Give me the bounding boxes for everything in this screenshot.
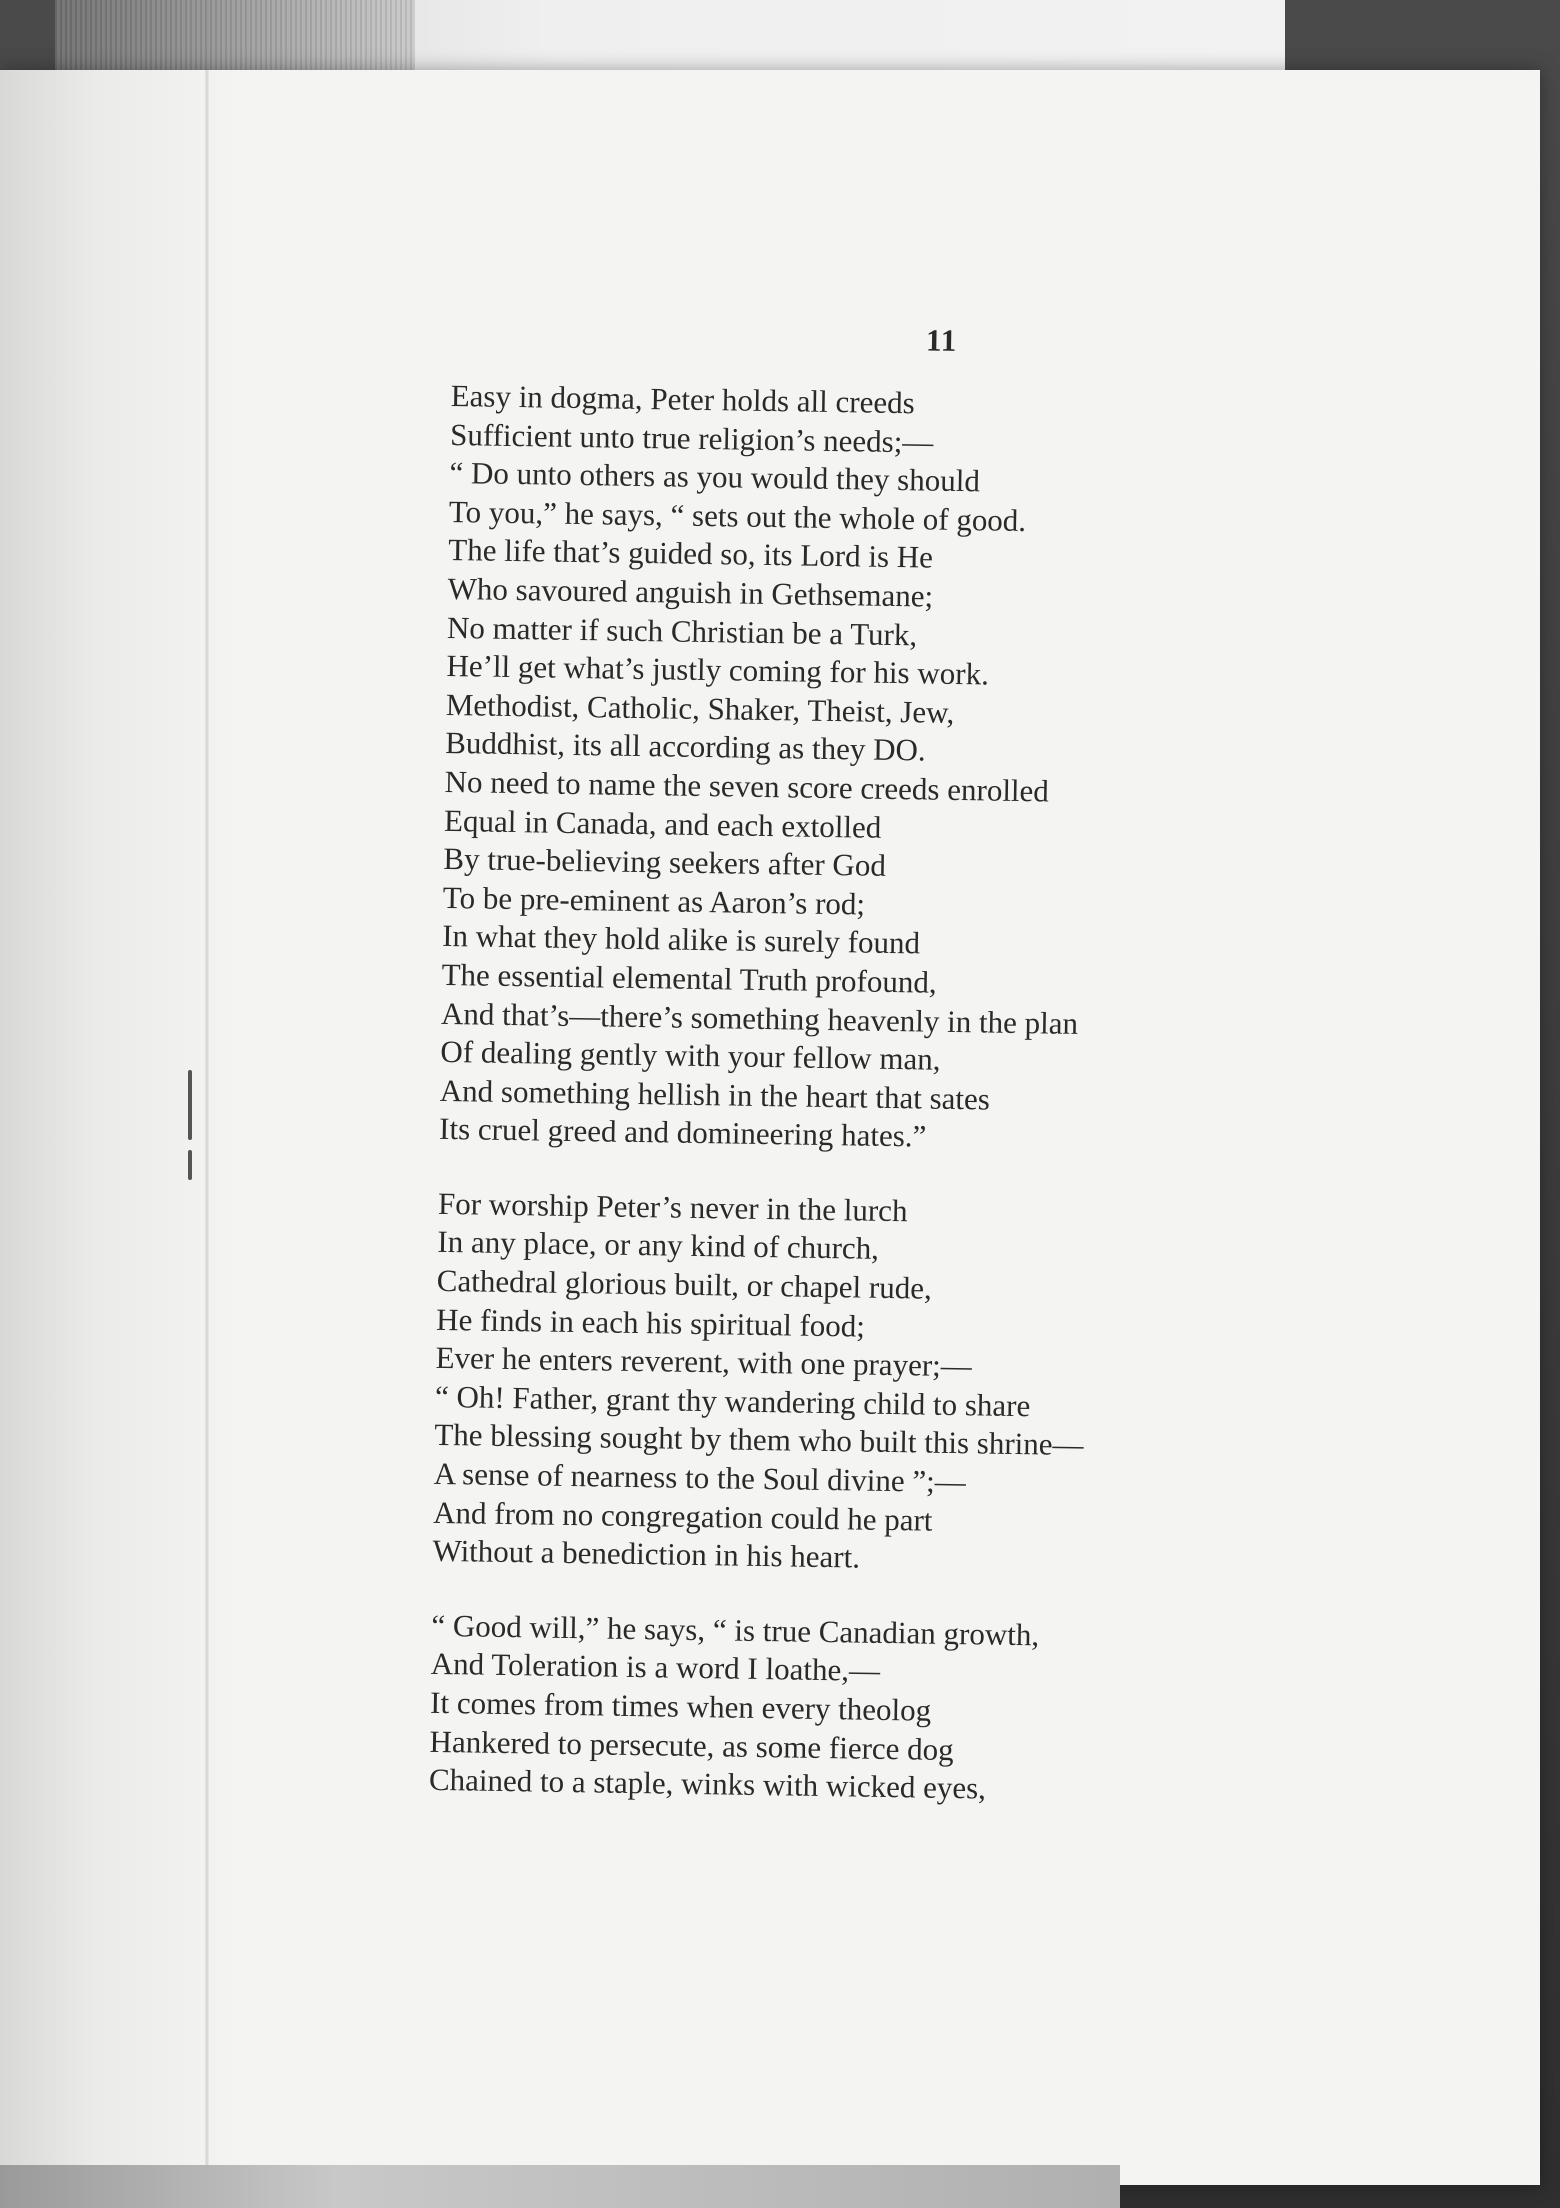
- poem-line: “ Good will,” he says, “ is true Canadian growth,: [431, 1607, 1040, 1653]
- poem-line: He’ll get what’s justly coming for his work.: [446, 648, 990, 692]
- poem-line: Equal in Canada, and each extolled: [443, 802, 882, 845]
- poem-line: “ Do unto others as you would they should: [449, 455, 981, 499]
- poem-line: For worship Peter’s never in the lurch: [437, 1185, 908, 1229]
- poem-line: In what they hold alike is surely found: [441, 918, 921, 961]
- poem-line: Its cruel greed and domineering hates.”: [438, 1111, 927, 1154]
- stanza-1: [439, 377, 1471, 1165]
- poem-line: The essential elemental Truth profound,: [441, 956, 937, 1000]
- poem-line: No need to name the seven score creeds enrolled: [444, 763, 1050, 809]
- poem-line: A sense of nearness to the Soul divine ”;—: [433, 1455, 967, 1500]
- poem-line: Methodist, Catholic, Shaker, Theist, Jew,: [445, 686, 955, 730]
- poem-line: And something hellish in the heart that sates: [439, 1072, 991, 1117]
- poem-text-block: [428, 315, 1472, 1852]
- binding-mark: [188, 1150, 192, 1180]
- poem-line: Hankered to persecute, as some fierce dog: [429, 1723, 954, 1767]
- poem-line: The life that’s guided so, its Lord is He: [448, 532, 934, 575]
- poem-line: And Toleration is a word I loathe,—: [430, 1646, 881, 1689]
- poem-line: To you,” he says, “ sets out the whole of good.: [448, 493, 1027, 538]
- poem-line: Ever he enters reverent, with one prayer;—: [435, 1340, 973, 1384]
- page-bottom-edge: [0, 2165, 1120, 2208]
- binding-mark: [188, 1070, 192, 1140]
- poem-line: Of dealing gently with your fellow man,: [440, 1034, 941, 1077]
- poem-line: “ Oh! Father, grant thy wandering child to share: [434, 1378, 1031, 1424]
- page-fold-line: [205, 70, 209, 2185]
- poem-line: And that’s—there’s something heavenly in the plan: [440, 995, 1079, 1041]
- poem-line: Cathedral glorious built, or chapel rude,: [436, 1262, 933, 1306]
- poem-line: It comes from times when every theolog: [429, 1684, 932, 1728]
- poem-line: Buddhist, its all according as they DO.: [445, 725, 926, 768]
- poem-line: To be pre-eminent as Aaron’s rod;: [442, 879, 866, 922]
- poem-line: By true-believing seekers after God: [443, 841, 887, 884]
- page-number: 11: [925, 322, 958, 358]
- poem-line: He finds in each his spiritual food;: [435, 1301, 866, 1344]
- poem-line: No matter if such Christian be a Turk,: [446, 609, 918, 652]
- stanza-3: [429, 1607, 1452, 1816]
- stanza-2: [432, 1185, 1458, 1587]
- poem-line: In any place, or any kind of church,: [437, 1224, 880, 1267]
- poem-line: Chained to a staple, winks with wicked eyes,: [428, 1762, 987, 1806]
- book-page: [0, 70, 1540, 2185]
- poem-line: Who savoured anguish in Gethsemane;: [447, 570, 934, 614]
- poem-line: Sufficient unto true religion’s needs;—: [449, 416, 934, 460]
- poem-line: And from no congregation could he part: [432, 1494, 933, 1538]
- poem-line: Without a benediction in his heart.: [432, 1533, 861, 1575]
- poem-line: Easy in dogma, Peter holds all creeds: [450, 377, 915, 421]
- poem-line: The blessing sought by them who built this shrine—: [434, 1417, 1084, 1463]
- page-gutter: [0, 70, 240, 2185]
